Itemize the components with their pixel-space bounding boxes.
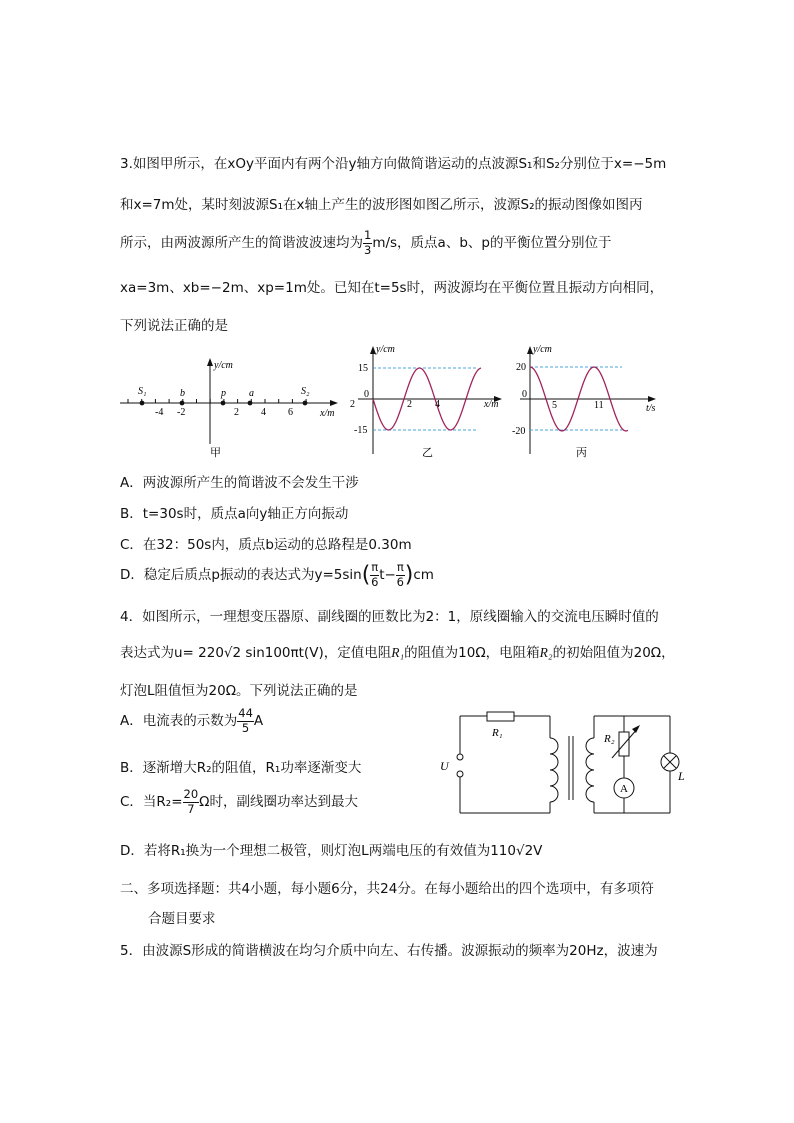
q4-r1: R₁ — [391, 645, 405, 660]
q5-line1: 5．由波源S形成的简谐横波在均匀介质中向左、右传播。波源振动的频率为20Hz，波速为 — [120, 943, 658, 959]
q4-line2-post: 的初始阻值为20Ω， — [552, 645, 675, 661]
jia-tick-label: 4 — [261, 407, 266, 418]
q3-option-b: B．t=30s时，质点a向y轴正方向振动 — [120, 506, 349, 522]
bing-tick-label: 11 — [594, 400, 604, 411]
yi-tick-label: 4 — [435, 399, 440, 410]
q4-line2 — [120, 641, 675, 661]
frac-den: 7 — [187, 801, 195, 816]
variable-arrowhead — [632, 725, 640, 733]
primary-coil — [550, 738, 558, 802]
q3-line3 — [120, 230, 611, 256]
jia-point-s1 — [140, 401, 145, 406]
jia-label-p: p — [221, 388, 226, 399]
q3-frac-num: 1 — [364, 228, 372, 242]
jia-tick-label: 6 — [288, 407, 293, 418]
jia-tick-label: -2 — [177, 407, 186, 418]
frac-den: 6 — [371, 574, 379, 589]
bing-tick-label: 5 — [552, 400, 557, 411]
q3-line5: 下列说法正确的是 — [120, 318, 228, 334]
yi-left-label: 2 — [350, 399, 355, 410]
q3-line3-post: m/s，质点a、b、p的平衡位置分别位于 — [372, 235, 612, 251]
frac-num: π — [396, 560, 404, 574]
q4-option-c-pre: C．当R₂= — [120, 794, 183, 810]
q4-option-c-post: Ω时，副线圈功率达到最大 — [199, 794, 358, 810]
jia-x-label: x/m — [320, 408, 335, 419]
q3-option-d-pre: D．稳定后质点p振动的表达式为y=5sin — [120, 567, 362, 583]
q3-line2: 和x=7m处，某时刻波源S₁在x轴上产生的波形图如图乙所示，波源S₂的振动图像如图丙 — [120, 197, 643, 213]
q4-line2-mid: 的阻值为10Ω，电阻箱 — [404, 645, 540, 661]
q4-option-a — [120, 708, 263, 734]
source-label-u: U — [440, 759, 449, 773]
q3-speed-fraction — [363, 230, 372, 256]
q4-option-a-pre: A．电流表的示数为 — [120, 713, 238, 729]
jia-tick-label: 2 — [234, 407, 239, 418]
q4-option-c — [120, 789, 358, 815]
frac-num: π — [371, 560, 379, 574]
q3-option-c: C．在32：50s内，质点b运动的总路程是0.30m — [120, 537, 412, 553]
q4-a-frac — [237, 708, 254, 734]
jia-point-a — [248, 401, 253, 406]
terminal-bottom — [457, 771, 463, 777]
frac-den: 5 — [241, 720, 250, 735]
jia-y-arrow — [207, 358, 213, 366]
q3-option-d — [120, 562, 434, 588]
q3-line3-pre: 所示，由两波源所产生的简谐波波速均为 — [120, 235, 363, 251]
bing-caption: 丙 — [576, 447, 587, 459]
jia-label-s2: S₂ — [301, 386, 310, 397]
q3-d-frac1 — [370, 562, 379, 588]
paren-left: ( — [361, 562, 371, 588]
q3-option-d-post: cm — [413, 567, 434, 583]
bing-x-arrow — [648, 396, 656, 402]
lamp-label: L — [678, 769, 685, 783]
q4-option-a-post: A — [253, 713, 264, 729]
jia-y-label: y/cm — [214, 360, 233, 371]
figure-yi — [348, 340, 508, 462]
yi-tick-label: 2 — [407, 399, 412, 410]
figure-circuit — [432, 708, 694, 818]
jia-x-arrow — [330, 400, 338, 406]
q3-option-a: A．两波源所产生的简谐波不会发生干涉 — [120, 475, 359, 491]
bing-x-label: t/s — [646, 403, 656, 414]
jia-point-s2 — [303, 401, 308, 406]
ammeter-label: A — [620, 783, 628, 795]
jia-point-p — [221, 401, 226, 406]
resistor-r1 — [487, 712, 514, 721]
jia-tick-label: -4 — [155, 407, 164, 418]
jia-label-a: a — [249, 388, 254, 399]
q4-line2-pre: 表达式为u= 220√2 sin100πt(V)，定值电阻 — [120, 645, 392, 661]
jia-point-b — [180, 401, 185, 406]
jia-caption: 甲 — [210, 447, 221, 459]
secondary-coil — [586, 738, 594, 802]
bing-y-top: 20 — [516, 362, 526, 373]
q3-option-d-mid: t− — [379, 567, 396, 583]
figure-jia — [118, 352, 340, 464]
frac-num: 20 — [183, 787, 199, 801]
bing-y-bottom: -20 — [512, 426, 526, 437]
q4-option-b: B．逐渐增大R₂的阻值，R₁功率逐渐变大 — [120, 760, 362, 776]
r2-label: R₂ — [604, 733, 615, 745]
yi-y-label: y/cm — [376, 344, 395, 355]
paren-right: ) — [404, 562, 414, 588]
yi-y-top: 15 — [358, 363, 368, 374]
figure-bing — [512, 340, 662, 462]
yi-x-label: x/m — [484, 399, 499, 410]
q4-option-d: D．若将R₁换为一个理想二极管，则灯泡L两端电压的有效值为110√2V — [120, 843, 543, 859]
q4-line3: 灯泡L阻值恒为20Ω。下列说法正确的是 — [120, 683, 358, 699]
frac-num: 44 — [238, 706, 253, 720]
bing-origin: 0 — [522, 389, 527, 400]
terminal-top — [457, 754, 463, 760]
yi-y-bottom: -15 — [354, 425, 368, 436]
section2-line2: 合题目要求 — [148, 911, 216, 927]
jia-label-s1: S₁ — [138, 386, 147, 397]
q3-line1: 3.如图甲所示，在xOy平面内有两个沿y轴方向做简谐运动的点波源S₁和S₂分别位于x=−5m — [120, 156, 667, 172]
yi-origin: 0 — [364, 389, 369, 400]
jia-label-b: b — [180, 388, 185, 399]
yi-caption: 乙 — [422, 447, 433, 459]
q4-c-frac — [183, 789, 200, 815]
section2-line1: 二、多项选择题：共4小题，每小题6分，共24分。在每小题给出的四个选项中，有多项符 — [120, 881, 654, 897]
q3-frac-den: 3 — [364, 242, 372, 257]
bing-y-label: y/cm — [533, 344, 552, 355]
q3-d-frac2 — [396, 562, 405, 588]
q4-r2: R₂ — [539, 645, 553, 660]
q4-line1: 4．如图所示，一理想变压器原、副线圈的匝数比为2：1，原线圈输入的交流电压瞬时值的 — [120, 609, 659, 625]
q3-line4: xa=3m、xb=−2m、xp=1m处。已知在t=5s时，两波源均在平衡位置且振动方向相同， — [120, 280, 664, 296]
frac-den: 6 — [396, 574, 404, 589]
r1-label: R₁ — [492, 727, 503, 739]
